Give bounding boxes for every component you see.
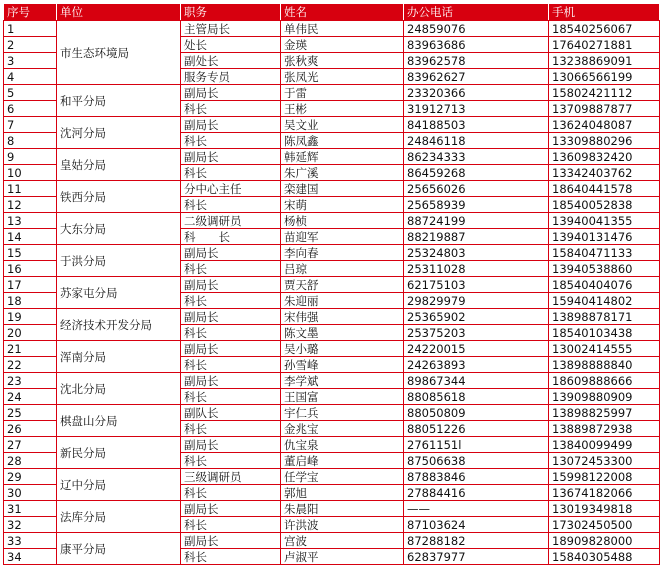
table-body — [4, 21, 660, 565]
cell-title: 科长 — [181, 549, 281, 565]
cell-no: 6 — [4, 101, 57, 117]
cell-no: 14 — [4, 229, 57, 245]
cell-mobile: 17302450500 — [549, 517, 660, 533]
cell-mobile: 15940414802 — [549, 293, 660, 309]
cell-no: 5 — [4, 85, 57, 101]
table-row — [4, 277, 660, 293]
cell-no: 2 — [4, 37, 57, 53]
cell-name: 韩延辉 — [281, 149, 404, 165]
table-row — [4, 149, 660, 165]
cell-mobile: 13019349818 — [549, 501, 660, 517]
cell-office-phone: 27884416 — [404, 485, 549, 501]
cell-mobile: 13909880909 — [549, 389, 660, 405]
cell-mobile: 18540256067 — [549, 21, 660, 37]
cell-name: 孙雪峰 — [281, 357, 404, 373]
cell-office-phone: 2761151l — [404, 437, 549, 453]
cell-office-phone: 88219887 — [404, 229, 549, 245]
cell-name: 董启峰 — [281, 453, 404, 469]
cell-mobile: 13709887877 — [549, 101, 660, 117]
cell-office-phone: 25375203 — [404, 325, 549, 341]
header-title: 职务 — [181, 4, 281, 21]
cell-office-phone: 24220015 — [404, 341, 549, 357]
cell-no: 26 — [4, 421, 57, 437]
cell-no: 10 — [4, 165, 57, 181]
cell-mobile: 13898825997 — [549, 405, 660, 421]
cell-no: 33 — [4, 533, 57, 549]
cell-unit: 苏家屯分局 — [57, 277, 181, 309]
cell-office-phone: 86459268 — [404, 165, 549, 181]
cell-title: 科长 — [181, 165, 281, 181]
table-header-row — [4, 4, 660, 21]
cell-name: 杨桢 — [281, 213, 404, 229]
cell-unit: 法库分局 — [57, 501, 181, 533]
cell-no: 30 — [4, 485, 57, 501]
cell-title: 科长 — [181, 261, 281, 277]
table-row — [4, 405, 660, 421]
cell-unit: 沈北分局 — [57, 373, 181, 405]
cell-no: 25 — [4, 405, 57, 421]
cell-title: 副局长 — [181, 437, 281, 453]
cell-mobile: 13609832420 — [549, 149, 660, 165]
cell-title: 副局长 — [181, 533, 281, 549]
cell-mobile: 13889872938 — [549, 421, 660, 437]
cell-no: 11 — [4, 181, 57, 197]
cell-name: 朱迎丽 — [281, 293, 404, 309]
table-row — [4, 117, 660, 133]
cell-no: 32 — [4, 517, 57, 533]
cell-title: 科长 — [181, 453, 281, 469]
cell-name: 金兆宝 — [281, 421, 404, 437]
cell-unit: 新民分局 — [57, 437, 181, 469]
cell-title: 科长 — [181, 517, 281, 533]
cell-unit: 皇姑分局 — [57, 149, 181, 181]
header-office-phone: 办公电话 — [404, 4, 549, 21]
cell-office-phone: 25311028 — [404, 261, 549, 277]
table-row — [4, 533, 660, 549]
cell-title: 副局长 — [181, 501, 281, 517]
cell-office-phone: 25658939 — [404, 197, 549, 213]
cell-title: 副局长 — [181, 341, 281, 357]
cell-office-phone: 88085618 — [404, 389, 549, 405]
cell-title: 科长 — [181, 421, 281, 437]
cell-mobile: 13309880296 — [549, 133, 660, 149]
cell-name: 卢淑平 — [281, 549, 404, 565]
cell-title: 科 长 — [181, 229, 281, 245]
cell-name: 宇仁兵 — [281, 405, 404, 421]
cell-unit: 市生态环境局 — [57, 21, 181, 85]
table-row — [4, 341, 660, 357]
cell-office-phone: 29829979 — [404, 293, 549, 309]
cell-no: 24 — [4, 389, 57, 405]
cell-office-phone: 86234333 — [404, 149, 549, 165]
cell-office-phone: 83962578 — [404, 53, 549, 69]
cell-no: 17 — [4, 277, 57, 293]
cell-title: 科长 — [181, 101, 281, 117]
cell-mobile: 15998122008 — [549, 469, 660, 485]
cell-name: 吴文业 — [281, 117, 404, 133]
cell-name: 于雷 — [281, 85, 404, 101]
cell-unit: 和平分局 — [57, 85, 181, 117]
cell-no: 28 — [4, 453, 57, 469]
cell-office-phone: 88051226 — [404, 421, 549, 437]
cell-title: 副队长 — [181, 405, 281, 421]
cell-office-phone: 88724199 — [404, 213, 549, 229]
cell-mobile: 15840471133 — [549, 245, 660, 261]
cell-title: 副处长 — [181, 53, 281, 69]
cell-title: 处长 — [181, 37, 281, 53]
header-name: 姓名 — [281, 4, 404, 21]
cell-title: 科长 — [181, 293, 281, 309]
cell-name: 陈凤鑫 — [281, 133, 404, 149]
cell-office-phone: 25365902 — [404, 309, 549, 325]
cell-office-phone: 87883846 — [404, 469, 549, 485]
cell-no: 21 — [4, 341, 57, 357]
cell-name: 苗迎军 — [281, 229, 404, 245]
header-mobile: 手机 — [549, 4, 660, 21]
cell-mobile: 13002414555 — [549, 341, 660, 357]
cell-title: 副局长 — [181, 277, 281, 293]
cell-unit: 棋盘山分局 — [57, 405, 181, 437]
cell-name: 栾建国 — [281, 181, 404, 197]
cell-mobile: 13898878171 — [549, 309, 660, 325]
cell-title: 科长 — [181, 389, 281, 405]
cell-no: 31 — [4, 501, 57, 517]
cell-no: 8 — [4, 133, 57, 149]
cell-title: 服务专员 — [181, 69, 281, 85]
cell-office-phone: 83962627 — [404, 69, 549, 85]
cell-mobile: 18609888666 — [549, 373, 660, 389]
cell-no: 15 — [4, 245, 57, 261]
cell-unit: 铁西分局 — [57, 181, 181, 213]
cell-mobile: 18909828000 — [549, 533, 660, 549]
cell-name: 朱晨阳 — [281, 501, 404, 517]
cell-unit: 于洪分局 — [57, 245, 181, 277]
cell-unit: 浑南分局 — [57, 341, 181, 373]
cell-mobile: 13940131476 — [549, 229, 660, 245]
cell-mobile: 13066566199 — [549, 69, 660, 85]
cell-name: 金瑛 — [281, 37, 404, 53]
cell-name: 郭旭 — [281, 485, 404, 501]
cell-name: 宋伟强 — [281, 309, 404, 325]
cell-name: 贾天舒 — [281, 277, 404, 293]
header-no: 序号 — [4, 4, 57, 21]
cell-no: 18 — [4, 293, 57, 309]
cell-no: 29 — [4, 469, 57, 485]
cell-no: 4 — [4, 69, 57, 85]
cell-unit: 沈河分局 — [57, 117, 181, 149]
cell-title: 副局长 — [181, 373, 281, 389]
cell-office-phone: 23320366 — [404, 85, 549, 101]
cell-title: 科长 — [181, 197, 281, 213]
cell-title: 副局长 — [181, 245, 281, 261]
cell-mobile: 18540404076 — [549, 277, 660, 293]
header-unit: 单位 — [57, 4, 181, 21]
cell-office-phone: 62837977 — [404, 549, 549, 565]
table-row — [4, 181, 660, 197]
cell-name: 宋萌 — [281, 197, 404, 213]
cell-name: 李向春 — [281, 245, 404, 261]
table-row — [4, 309, 660, 325]
cell-name: 陈文墨 — [281, 325, 404, 341]
cell-office-phone: 87288182 — [404, 533, 549, 549]
table-row — [4, 373, 660, 389]
cell-name: 单伟民 — [281, 21, 404, 37]
cell-office-phone: 89867344 — [404, 373, 549, 389]
cell-mobile: 13624048087 — [549, 117, 660, 133]
cell-title: 科长 — [181, 133, 281, 149]
cell-name: 王彬 — [281, 101, 404, 117]
cell-title: 二级调研员 — [181, 213, 281, 229]
table-row — [4, 469, 660, 485]
cell-name: 仇宝泉 — [281, 437, 404, 453]
cell-name: 朱广溪 — [281, 165, 404, 181]
table-row — [4, 501, 660, 517]
table-row — [4, 245, 660, 261]
cell-name: 张秋爽 — [281, 53, 404, 69]
cell-mobile: 13840099499 — [549, 437, 660, 453]
cell-name: 王国富 — [281, 389, 404, 405]
cell-unit: 经济技术开发分局 — [57, 309, 181, 341]
cell-no: 9 — [4, 149, 57, 165]
cell-office-phone: 87103624 — [404, 517, 549, 533]
cell-title: 副局长 — [181, 117, 281, 133]
contact-table-container — [3, 3, 659, 565]
cell-office-phone: 31912713 — [404, 101, 549, 117]
cell-no: 22 — [4, 357, 57, 373]
cell-unit: 大东分局 — [57, 213, 181, 245]
cell-office-phone: 83963686 — [404, 37, 549, 53]
cell-name: 任学宝 — [281, 469, 404, 485]
cell-office-phone: 25324803 — [404, 245, 549, 261]
cell-title: 科长 — [181, 485, 281, 501]
cell-name: 宫波 — [281, 533, 404, 549]
cell-mobile: 13342403762 — [549, 165, 660, 181]
cell-title: 主管局长 — [181, 21, 281, 37]
cell-title: 副局长 — [181, 309, 281, 325]
cell-mobile: 15802421112 — [549, 85, 660, 101]
cell-mobile: 13072453300 — [549, 453, 660, 469]
cell-name: 许洪波 — [281, 517, 404, 533]
cell-title: 三级调研员 — [181, 469, 281, 485]
table-row — [4, 437, 660, 453]
table-row — [4, 21, 660, 37]
cell-no: 16 — [4, 261, 57, 277]
contact-table — [3, 3, 660, 565]
cell-title: 副局长 — [181, 149, 281, 165]
cell-mobile: 13940538860 — [549, 261, 660, 277]
cell-no: 12 — [4, 197, 57, 213]
cell-title: 副局长 — [181, 85, 281, 101]
cell-mobile: 18540103438 — [549, 325, 660, 341]
cell-name: 张凤光 — [281, 69, 404, 85]
cell-office-phone: 24263893 — [404, 357, 549, 373]
cell-no: 7 — [4, 117, 57, 133]
cell-mobile: 15840305488 — [549, 549, 660, 565]
cell-unit: 辽中分局 — [57, 469, 181, 501]
cell-mobile: 18640441578 — [549, 181, 660, 197]
cell-office-phone: 88050809 — [404, 405, 549, 421]
cell-title: 分中心主任 — [181, 181, 281, 197]
cell-name: 吕琼 — [281, 261, 404, 277]
cell-no: 27 — [4, 437, 57, 453]
cell-no: 3 — [4, 53, 57, 69]
cell-office-phone: 62175103 — [404, 277, 549, 293]
cell-no: 34 — [4, 549, 57, 565]
cell-office-phone: 24846118 — [404, 133, 549, 149]
cell-office-phone: —— — [404, 501, 549, 517]
cell-name: 李学斌 — [281, 373, 404, 389]
cell-unit: 康平分局 — [57, 533, 181, 565]
cell-no: 23 — [4, 373, 57, 389]
cell-name: 吴小璐 — [281, 341, 404, 357]
cell-office-phone: 84188503 — [404, 117, 549, 133]
table-row — [4, 213, 660, 229]
cell-title: 科长 — [181, 357, 281, 373]
cell-no: 20 — [4, 325, 57, 341]
cell-office-phone: 87506638 — [404, 453, 549, 469]
cell-mobile: 18540052838 — [549, 197, 660, 213]
cell-no: 1 — [4, 21, 57, 37]
cell-title: 科长 — [181, 325, 281, 341]
table-row — [4, 85, 660, 101]
cell-mobile: 13898888840 — [549, 357, 660, 373]
cell-mobile: 17640271881 — [549, 37, 660, 53]
cell-office-phone: 24859076 — [404, 21, 549, 37]
cell-no: 13 — [4, 213, 57, 229]
cell-mobile: 13238869091 — [549, 53, 660, 69]
cell-no: 19 — [4, 309, 57, 325]
cell-office-phone: 25656026 — [404, 181, 549, 197]
cell-mobile: 13674182066 — [549, 485, 660, 501]
cell-mobile: 13940041355 — [549, 213, 660, 229]
